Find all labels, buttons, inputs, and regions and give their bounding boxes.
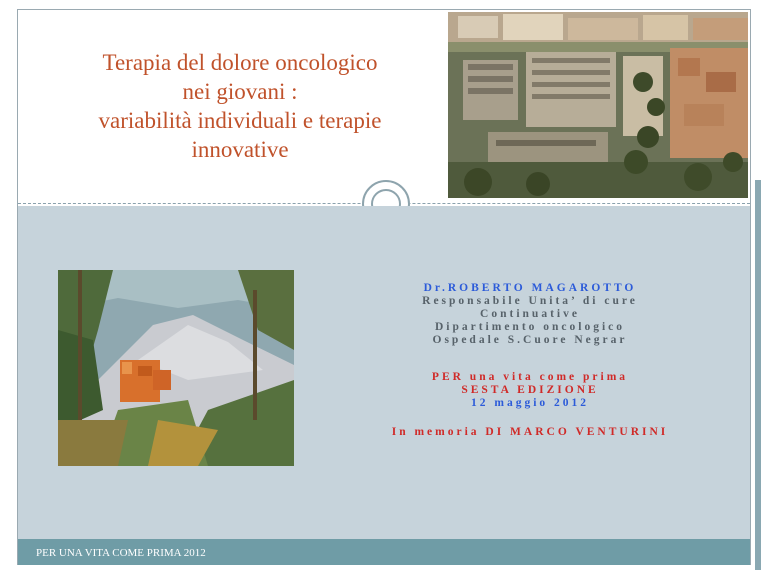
title-line: innovative xyxy=(191,137,289,162)
hospital: Ospedale S.Cuore Negrar xyxy=(432,334,628,346)
event-title: PER una vita come prima xyxy=(431,371,629,383)
right-accent-bar xyxy=(755,180,761,570)
landscape-painting-image xyxy=(58,270,294,466)
title-line: nei giovani : xyxy=(182,79,298,104)
edition: SESTA EDIZIONE xyxy=(461,384,599,396)
title-line: Terapia del dolore oncologico xyxy=(102,50,378,75)
footer-bar xyxy=(18,539,750,565)
title-line: variabilità individuali e terapie xyxy=(98,108,382,133)
author-role-continued: Continuative xyxy=(480,308,580,320)
presenter-info xyxy=(330,282,730,439)
author-role: Responsabile Unita’ di cure xyxy=(422,295,638,307)
event-date: 12 maggio 2012 xyxy=(470,397,590,409)
author-name: Dr.ROBERTO MAGAROTTO xyxy=(423,282,637,294)
department: Dipartimento oncologico xyxy=(434,321,626,333)
slide-title xyxy=(40,48,440,164)
aerial-photo-image xyxy=(448,12,748,198)
memorial-line: In memoria DI MARCO VENTURINI xyxy=(391,426,669,438)
footer-text: PER UNA VITA COME PRIMA 2012 xyxy=(36,547,206,559)
